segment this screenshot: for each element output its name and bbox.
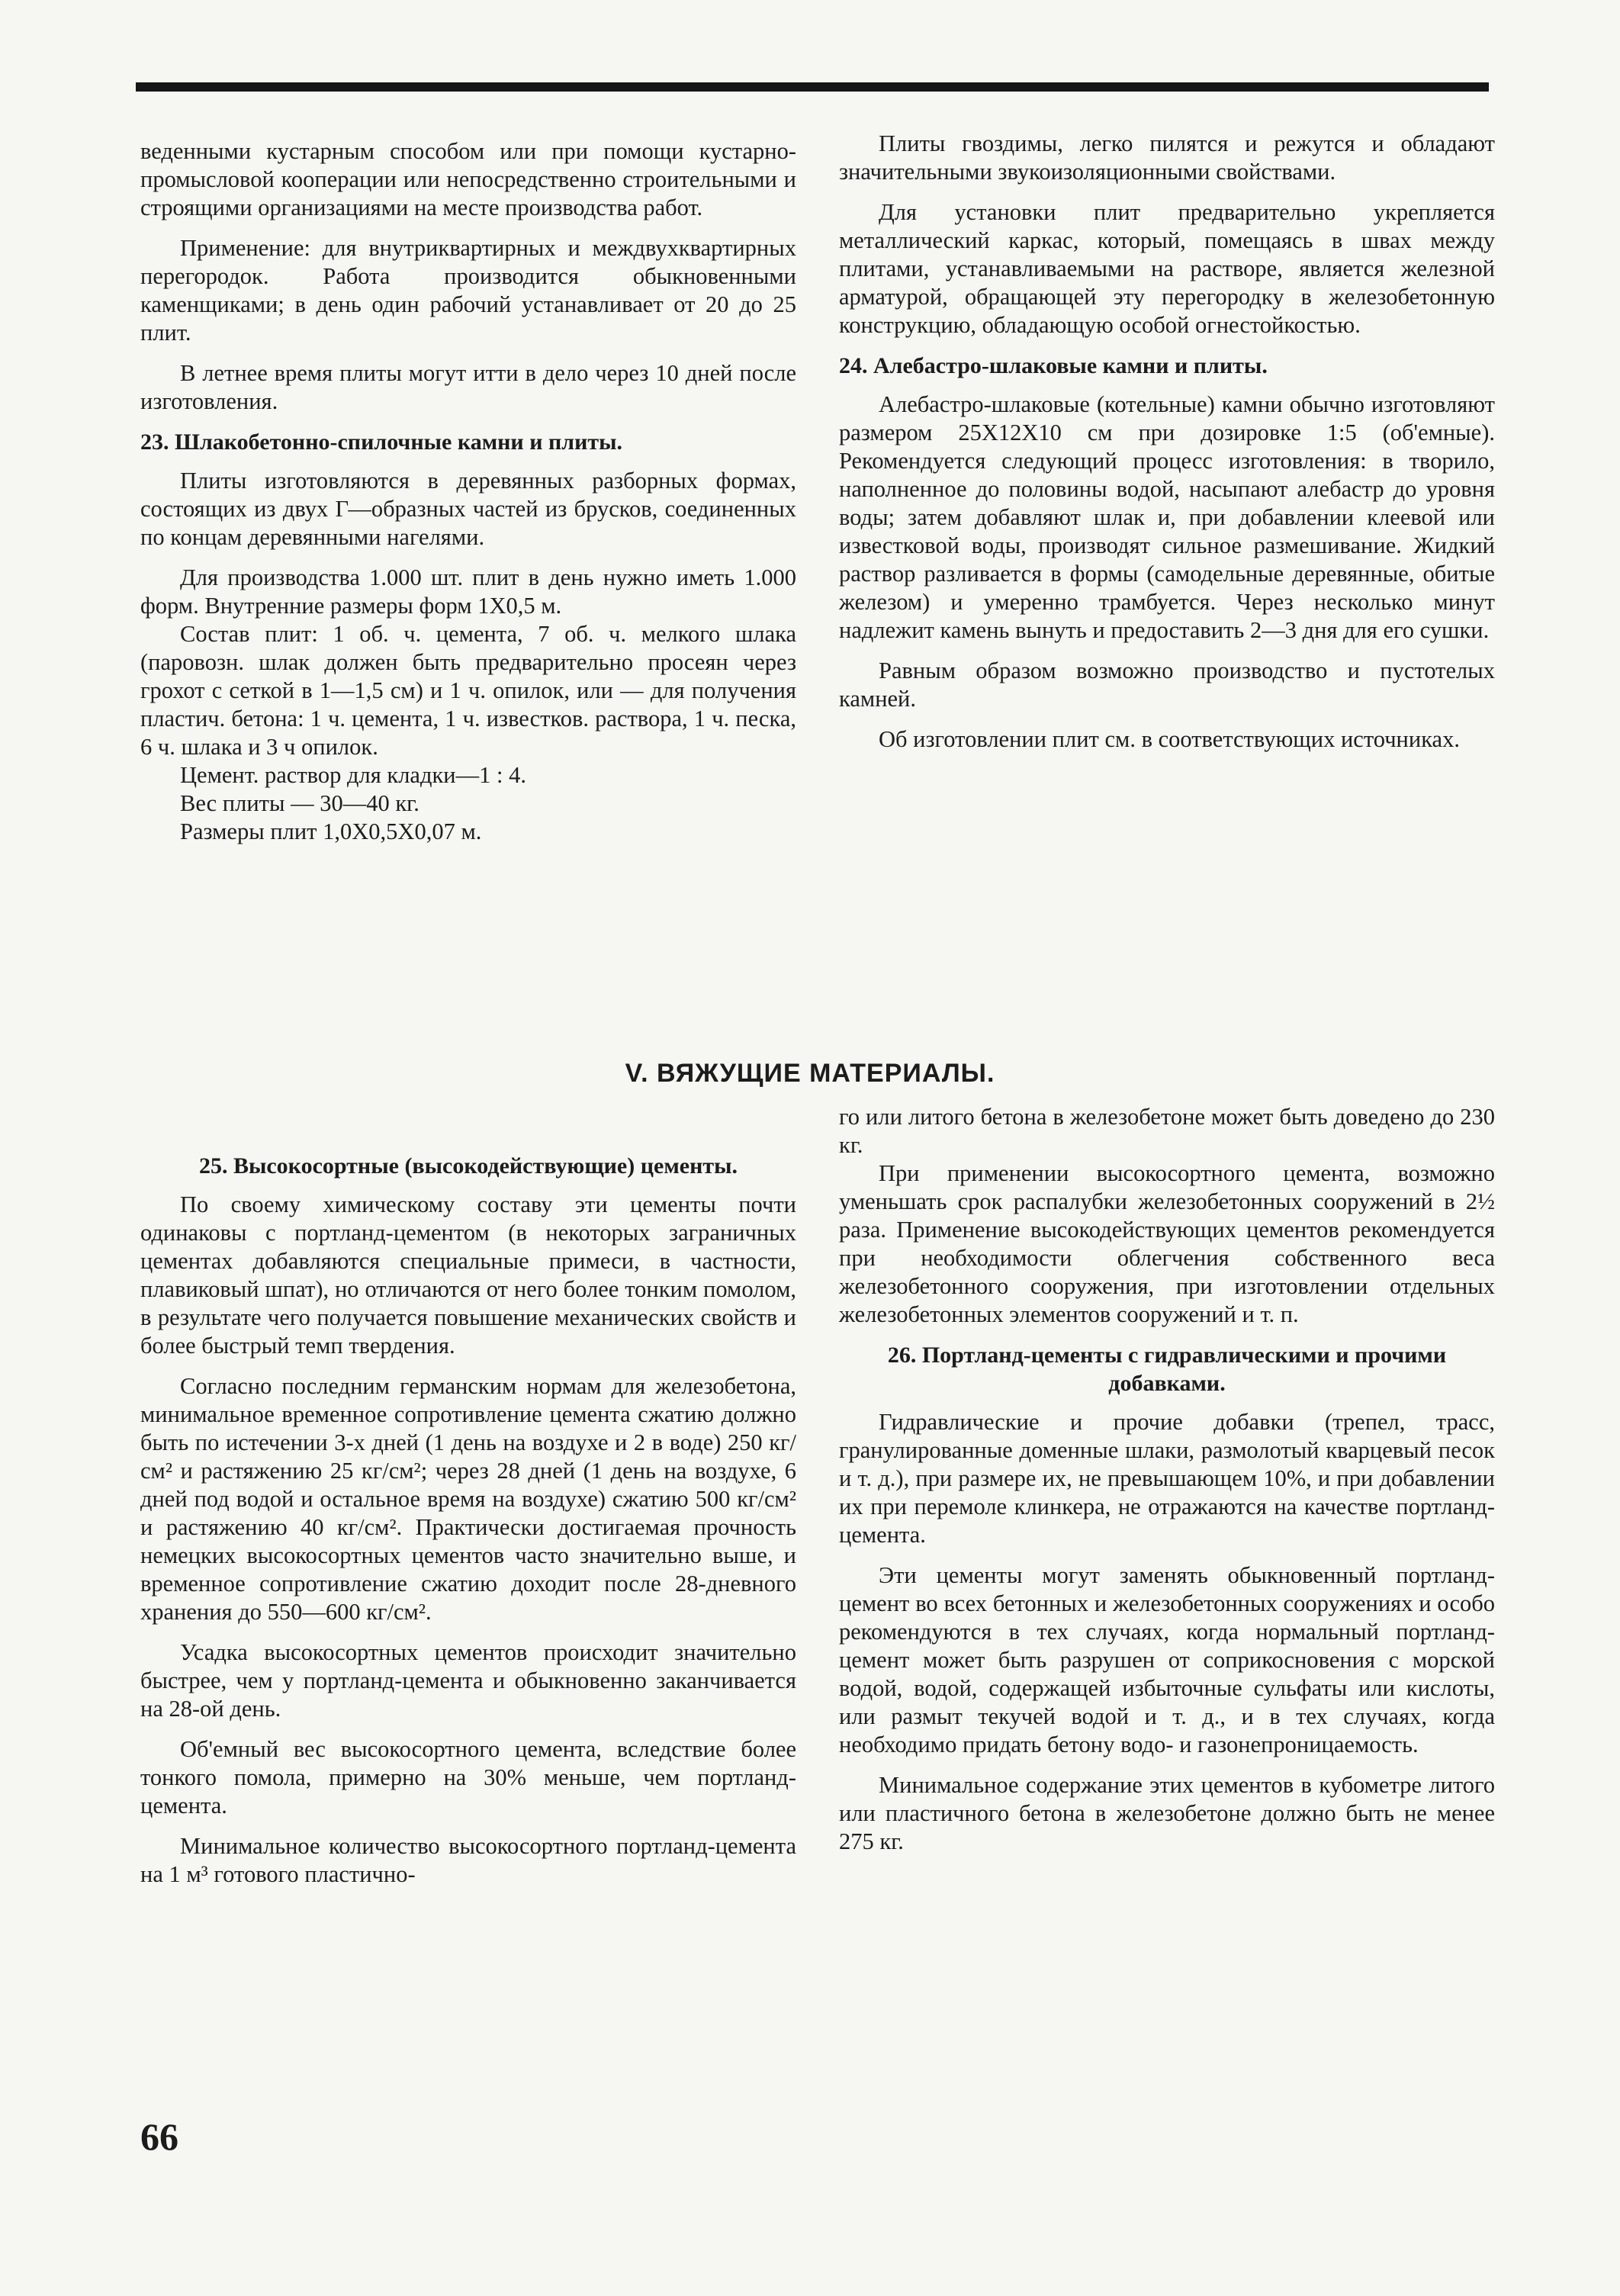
paragraph: При применении высокосортного цемента, возможно уменьшать срок распалубки железобетонных сооружений в 2½ раза. Применение высокодействующих цементов рекомендуется при необходимости облегчения собственного веса железобетонного сооружения, при изготовлении отдельных железобетонных элементов сооружений и т. п. [839,1160,1495,1327]
paragraph: Согласно последним германским нормам для железобетона, минимальное временное сопротивление цемента сжатию должно быть по истечении 3-х дней (1 день на воздухе и 2 в воде) 250 кг/см² и растяжению 25 кг/см²; через 28 дней (1 день на воздухе, 6 дней под водой и остальное время на воздухе) сжатию 500 кг/см² и растяжению 40 кг/см². Практически достигаемая прочность немецких высокосортных цементов часто значительно выше, и временное сопротивление сжатию доходит после 28-дневного хранения до 550—600 кг/см². [140,1373,796,1625]
paragraph: Равным образом возможно производство и пустотелых камней. [839,658,1495,712]
paragraph: Эти цементы могут заменять обыкновенный портланд-цемент во всех бетонных и железобетонных сооружениях и особо рекомендуются в тех случаях, когда нормальный портланд-цемент может быть разрушен от соприкосновения с морской водой, водой, содержащей избыточные сульфаты или кислоты, или размыт текучей водой и т. д., и в тех случаях, когда необходимо придать бетону водо- и газонепроницаемость. [839,1562,1495,1757]
text-line: Цемент. раствор для кладки—1 : 4. [180,762,526,788]
paragraph: Об изготовлении плит см. в соответствующих источниках. [879,726,1460,752]
paragraph: веденными кустарным способом или при помощи кустарно-промысловой кооперации или непосредственно строительными и строящими организациями на месте производства работ. [140,138,796,220]
page-number: 66 [140,2115,178,2158]
paragraph: Минимальное содержание этих цементов в кубометре литого или пластичного бетона в железобетоне должно быть не менее 275 кг. [839,1772,1495,1854]
paragraph: В летнее время плиты могут итти в дело через 10 дней после изготовления. [140,360,796,414]
paragraph: Усадка высокосортных цементов происходит значительно быстрее, чем у портланд-цемента и обыкновенно заканчивается на 28-ой день. [140,1639,796,1722]
paragraph: Гидравлические и прочие добавки (трепел, трасс, гранулированные доменные шлаки, размолотый кварцевый песок и т. д.), при размере их, не превышающем 10%, и при добавлении их при перемоле клинкера, не отражаются на качестве портланд-цемента. [839,1409,1495,1548]
paragraph: Плиты гвоздимы, легко пилятся и режутся и обладают значительными звукоизоляционными свойствами. [839,130,1495,185]
top-rule [136,82,1489,92]
section-heading-25: 25. Высокосортные (высокодействующие) цементы. [198,1153,738,1179]
paragraph: По своему химическому составу эти цементы почти одинаковы с портланд-цементом (в некоторых заграничных цементах добавляются специальные примеси, в частности, плавиковый шпат), но отличаются от него более тонким помолом, в результате чего получается повышение механических свойств и более быстрый темп твердения. [140,1191,796,1359]
column-bottom-left [140,1146,796,1901]
paragraph: Плиты изготовляются в деревянных разборных формах, состоящих из двух Г—образных частей из брусков, соединенных по концам деревянными нагелями. [140,468,796,550]
section-heading-23: 23. Шлакобетонно-спилочные камни и плиты. [140,429,623,455]
paragraph: Для установки плит предварительно укрепляется металлический каркас, который, помещаясь в швах между плитами, устанавливаемыми на растворе, является железной арматурой, обращающей эту перегородку в железобетонную конструкцию, обладающую особой огнестойкостью. [839,199,1495,338]
paragraph: го или литого бетона в железобетоне может быть доведено до 230 кг. [839,1104,1495,1158]
text-line: Размеры плит 1,0X0,5X0,07 м. [180,818,482,844]
column-bottom-right [839,1103,1495,1868]
section-heading-26: 26. Портланд-цементы с гидравлическими и прочими добавками. [887,1343,1447,1396]
paragraph: Для производства 1.000 шт. плит в день нужно иметь 1.000 форм. Внутренние размеры форм 1X0,5 м. [140,564,796,619]
section-title: V. ВЯЖУЩИЕ МАТЕРИАЛЫ. [625,1059,995,1088]
paragraph: Об'емный вес высокосортного цемента, вследствие более тонкого помола, примерно на 30% меньше, чем портланд-цемента. [140,1736,796,1818]
column-top-right [839,130,1495,766]
section-heading-24: 24. Алебастро-шлаковые камни и плиты. [839,353,1268,378]
text-line: Вес плиты — 30—40 кг. [180,790,419,816]
paragraph: Алебастро-шлаковые (котельные) камни обычно изготовляют размером 25X12X10 см при дозировке 1:5 (об'емные). Рекомендуется следующий процесс изготовления: в творило, наполненное до половины водой, насыпают алебастр до уровня воды; затем добавляют шлак и, при добавлении клеевой или известковой воды, производят сильное размешивание. Жидкий раствор разливается в формы (самодельные деревянные, обитые железом) и умеренно трамбуется. Через несколько минут надлежит камень вынуть и предоставить 2—3 дня для его сушки. [839,391,1495,643]
column-top-left [140,137,796,846]
paragraph: Состав плит: 1 об. ч. цемента, 7 об. ч. мелкого шлака (паровозн. шлак должен быть предварительно просеян через грохот с сеткой в 1—1,5 см) и 1 ч. опилок, или — для получения пластич. бетона: 1 ч. цемента, 1 ч. известков. раствора, 1 ч. песка, 6 ч. шлака и 3 ч опилок. [140,621,796,760]
paragraph: Применение: для внутриквартирных и междвухквартирных перегородок. Работа производится обыкновенными каменщиками; в день один рабочий устанавливает от 20 до 25 плит. [140,235,796,346]
paragraph: Минимальное количество высокосортного портланд-цемента на 1 м³ готового пластично- [140,1833,796,1887]
